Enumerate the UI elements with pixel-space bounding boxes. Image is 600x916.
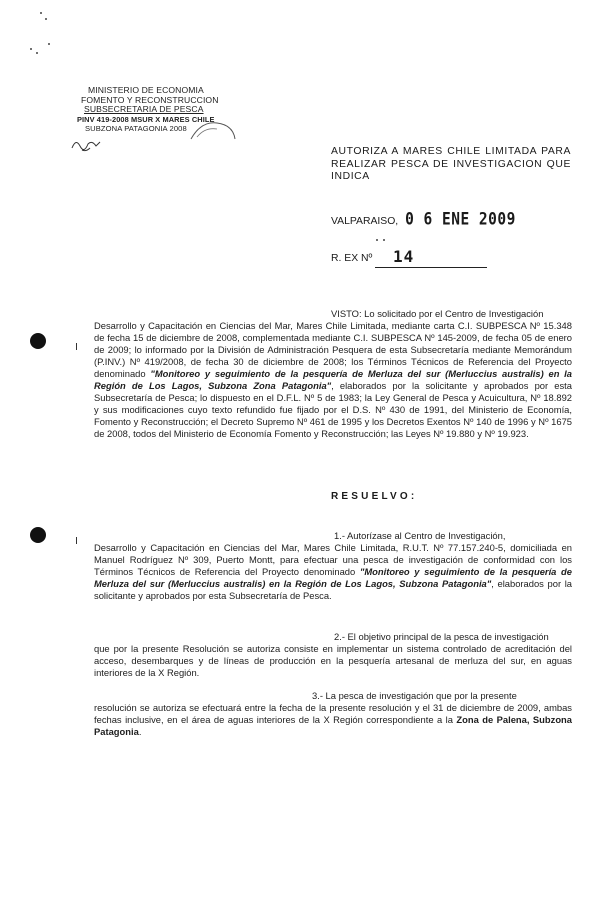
signature-scribble (70, 134, 110, 154)
seal-icon (187, 117, 239, 143)
resolution-item-1 (94, 530, 572, 602)
stamp-line-subzona: SUBZONA PATAGONIA 2008 (85, 124, 187, 134)
item3-text-2: . (138, 726, 142, 737)
resolution-number (331, 247, 491, 266)
scan-speck (40, 12, 42, 14)
number-underline (375, 267, 487, 268)
item1-text-2: , elaborados por la solicitante y aprobados por esta Subsecretaría de Pesca. (94, 578, 573, 601)
punch-hole (30, 333, 46, 349)
stamp-line-ministry: MINISTERIO DE ECONOMIA (88, 85, 204, 95)
place-label: VALPARAISO, (331, 216, 399, 227)
resolution-item-2 (94, 631, 572, 679)
resolution-number-value: 14 (393, 247, 415, 266)
visto-paragraph (94, 308, 572, 440)
item1-project-title: "Monitoreo y seguimiento de la pesquería de Merluza del sur (Merluccius australis) en la Región de Los Lagos, Subzona Patagonia" (94, 566, 572, 589)
visto-project-title: "Monitoreo y seguimiento de la pesquería de Merluza del sur (Merluccius australis) en la Región de Los Lagos, Subzona Zona Patagonia" (94, 368, 572, 391)
item1-text-1: Desarrollo y Capacitación en Ciencias del Mar, Mares Chile Limitada, R.U.T. Nº 77.157.240-5, domiciliada en Manuel Rodríguez Nº 309, Puerto Montt, para efectuar una pesca de investigación de conformidad con los Términos Técnicos de Referencia del Proyecto denominado (94, 542, 572, 577)
scan-tick (76, 343, 77, 350)
item1-first-line: 1.- Autorízase al Centro de Investigación, (334, 530, 506, 541)
place-date (331, 212, 516, 228)
scan-speck (45, 18, 47, 20)
resolution-item-3 (94, 690, 572, 738)
resolution-label: R. EX Nº (331, 253, 373, 264)
resuelvo-heading: RESUELVO: (331, 491, 418, 502)
visto-first-line: VISTO: Lo solicitado por el Centro de Investigación (331, 308, 544, 319)
scan-tick (76, 537, 77, 544)
scan-speck (36, 52, 38, 54)
item2-first-line: 2.- El objetivo principal de la pesca de investigación (334, 631, 549, 642)
visto-text-2: , elaborados por la solicitante y aprobados por esta Subsecretaría de Pesca; lo dispuesto en el D.F.L. Nº 5 de 1983; la Ley General de Pesca y Acuicultura, Nº 18.892 y sus modificaciones cuyo texto refundido fue fijado por el D.S. Nº 430 de 1991, del Ministerio de Economía, Fomento y Reconstrucción; el Decreto Supremo Nº 461 de 1995 y los Decretos Exentos Nº 140 de 1996 y Nº 1675 de 2008, todos del Ministerio de Economía Fomento y Reconstrucción; las Leyes Nº 19.880 y Nº 19.923. (94, 380, 572, 439)
item2-text: que por la presente Resolución se autoriza consiste en implementar un sistema controlado de acreditación del acceso, desembarques y de líneas de producción en la pesquería artesanal de merluza del sur, en aguas interiores de la X Región. (94, 643, 572, 678)
stamp-line-fomento: FOMENTO Y RECONSTRUCCION (81, 94, 219, 105)
item3-text-1: resolución se autoriza se efectuará entre la fecha de la presente resolución y el 31 de diciembre de 2009, ambas fechas inclusive, en el área de aguas interiores de la X Región correspondiente a la (94, 702, 572, 725)
item3-zone: Zona de Palena, Subzona Patagonia (94, 714, 572, 737)
scan-speck (383, 239, 385, 241)
punch-hole (30, 527, 46, 543)
scan-speck (376, 239, 378, 241)
stamp-line-pinv: PINV 419-2008 MSUR X MARES CHILE (77, 114, 215, 124)
date-stamp: 0 6 ENE 2009 (405, 210, 516, 230)
visto-text-1: Desarrollo y Capacitación en Ciencias del Mar, Mares Chile Limitada, mediante carta C.I. SUBPESCA Nº 15.348 de fecha 15 de diciembre de 2008, complementada mediante C.I. SUBPESCA Nº 145-2009, de fecha 05 de enero de 2009; lo informado por la División de Administración Pesquera de esta Subsecretaría mediante Memorándum (P.INV.) Nº 419/2008, de fecha 30 de diciembre de 2008; los Términos Técnicos de Referencia del Proyecto denominado (94, 320, 572, 379)
item3-first-line: 3.- La pesca de investigación que por la presente (312, 690, 517, 701)
scan-speck (30, 48, 32, 50)
resolution-subject: AUTORIZA A MARES CHILE LIMITADA PARA REALIZAR PESCA DE INVESTIGACION QUE INDICA (331, 146, 571, 182)
scan-speck (48, 43, 50, 45)
stamp-line-subsecretaria: SUBSECRETARIA DE PESCA (84, 104, 204, 115)
